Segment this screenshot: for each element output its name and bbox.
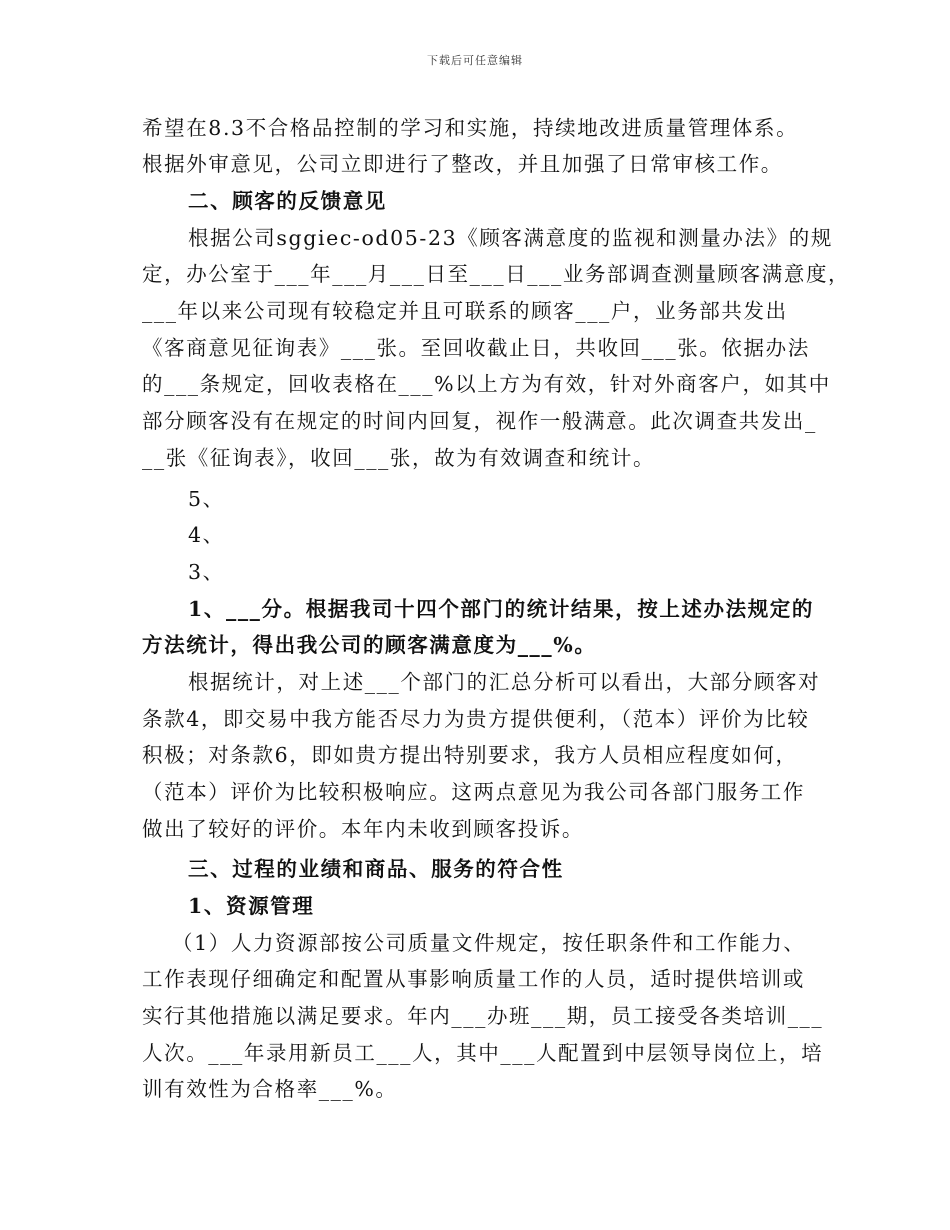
- section-heading: 二、顾客的反馈意见: [188, 189, 387, 213]
- paragraph-line: 定，办公室于___年___月___日至___日___业务部调查测量顾客满意度，: [142, 262, 851, 286]
- paragraph-line: 的___条规定，回收表格在___%以上方为有效，针对外商客户，如其中: [142, 372, 831, 396]
- paragraph-line: 实行其他措施以满足要求。年内___办班___期，员工接受各类培训___: [142, 1004, 824, 1028]
- page-header: 下载后可任意编辑: [427, 54, 523, 67]
- list-marker: 3、: [188, 560, 225, 584]
- paragraph-line: 做出了较好的评价。本年内未收到顾客投诉。: [142, 817, 584, 841]
- paragraph-line: 根据公司sggiec-od05-23《顾客满意度的监视和测量办法》的规: [188, 226, 833, 250]
- paragraph-line: 根据统计，对上述___个部门的汇总分析可以看出，大部分顾客对: [188, 670, 821, 694]
- paragraph-line: 条款4，即交易中我方能否尽力为贵方提供便利，（范本）评价为比较: [142, 707, 810, 731]
- paragraph-line: 工作表现仔细确定和配置从事影响质量工作的人员，适时提供培训或: [142, 967, 805, 991]
- bold-paragraph-line: 方法统计，得出我公司的顾客满意度为___%。: [142, 633, 597, 657]
- bold-paragraph-line: 1、___分。根据我司十四个部门的统计结果，按上述办法规定的: [188, 597, 815, 621]
- section-heading: 三、过程的业绩和商品、服务的符合性: [188, 857, 564, 881]
- paragraph-line: 训有效性为合格率___%。: [142, 1077, 398, 1101]
- paragraph-line: 根据外审意见，公司立即进行了整改，并且加强了日常审核工作。: [142, 152, 783, 176]
- paragraph-line: ___年以来公司现有较稳定并且可联系的顾客___户，业务部共发出: [142, 299, 788, 323]
- subsection-heading: 1、资源管理: [188, 894, 315, 918]
- paragraph-line: 部分顾客没有在规定的时间内回复，视作一般满意。此次调查共发出_: [142, 409, 817, 433]
- paragraph-line: （1）人力资源部按公司质量文件规定，按任职条件和工作能力、: [172, 931, 806, 955]
- list-marker: 4、: [188, 523, 225, 547]
- paragraph-line: 人次。___年录用新员工___人，其中___人配置到中层领导岗位上，培: [142, 1041, 824, 1065]
- paragraph-line: __张《征询表》，收回___张，故为有效调查和统计。: [142, 446, 656, 470]
- paragraph-line: 《客商意见征询表》___张。至回收截止日，共收回___张。依据办法: [142, 336, 810, 360]
- list-marker: 5、: [188, 487, 225, 511]
- paragraph-line: 希望在8.3不合格品控制的学习和实施，持续地改进质量管理体系。: [142, 116, 799, 140]
- paragraph-line: （范本）评价为比较积极响应。这两点意见为我公司各部门服务工作: [142, 780, 805, 804]
- paragraph-line: 积极；对条款6，即如贵方提出特别要求，我方人员相应程度如何，: [142, 743, 798, 767]
